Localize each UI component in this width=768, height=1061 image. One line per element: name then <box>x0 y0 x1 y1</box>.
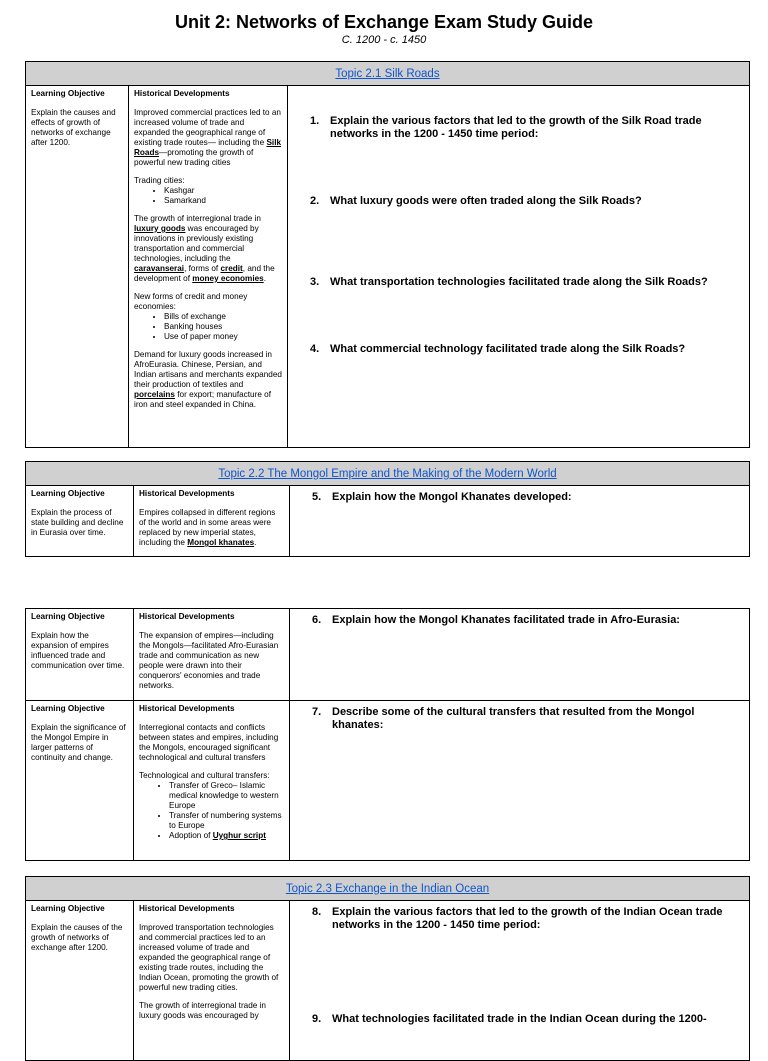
topic-2-1-link[interactable]: Topic 2.1 Silk Roads <box>335 67 440 80</box>
keyword-porcelains: porcelains <box>134 390 175 399</box>
dev-paragraph: Demand for luxury goods increased in AfroEurasia. Chinese, Persian, and Indian artisans and merchants expanded their production of textiles and porcelains for export; manufacture of iron and steel expanded in China. <box>134 350 282 409</box>
list-item: • Kashgar <box>164 186 282 196</box>
learning-objective-cell <box>26 86 129 448</box>
questions-cell[interactable] <box>288 86 750 448</box>
historical-developments-cell: Historical Developments Empires collapsed in different regions of the world and in some areas were replaced by new imperial states, including the Mongol khanates. <box>134 486 290 557</box>
learning-objective-label: Learning Objective <box>31 704 105 713</box>
question-5: 5. Explain how the Mongol Khanates developed: <box>312 491 572 503</box>
learning-objective-cell <box>26 486 134 557</box>
list-item: • Use of paper money <box>164 332 282 342</box>
learning-objective-cell <box>26 609 134 701</box>
credit-list <box>134 312 282 342</box>
learning-objective-text: Explain the significance of the Mongol Empire in larger patterns of continuity and change. <box>31 723 126 762</box>
question-1: 1. Explain the various factors that led to the growth of the Silk Road trade networks in the 1200 - 1450 time period: <box>310 115 702 140</box>
questions-cell[interactable] <box>290 901 750 1061</box>
learning-objective-cell <box>26 901 134 1061</box>
topic-2-1-table <box>25 61 750 448</box>
learning-objective-label: Learning Objective <box>31 612 105 621</box>
learning-objective-text: Explain the process of state building and decline in Eurasia over time. <box>31 508 124 537</box>
historical-developments-cell: Historical Developments The expansion of empires—including the Mongols—facilitated Afro-Eurasian trade and communication as new people were drawn into their conquerors' economies and trade networks. <box>134 609 290 701</box>
keyword-credit: credit <box>220 264 243 273</box>
keyword-silk-roads: Silk Roads <box>134 138 282 157</box>
keyword-uyghur-script: Uyghur script <box>212 831 266 840</box>
list-item: • Samarkand <box>164 196 282 206</box>
topic-2-3-header <box>26 877 750 901</box>
transfers-list <box>139 781 284 841</box>
keyword-mongol-khanates: Mongol khanates <box>187 538 255 547</box>
question-3: 3. What transportation technologies facilitated trade along the Silk Roads? <box>310 276 708 288</box>
keyword-caravanserai: caravanserai <box>134 264 185 273</box>
topic-2-2-link[interactable]: Topic 2.2 The Mongol Empire and the Making of the Modern World <box>218 467 557 480</box>
list-item: • Banking houses <box>164 322 282 332</box>
question-8: 8. Explain the various factors that led to the growth of the Indian Ocean trade networks in the 1200 - 1450 time period: <box>312 906 723 931</box>
topic-2-3-link[interactable]: Topic 2.3 Exchange in the Indian Ocean <box>285 882 490 895</box>
historical-developments-label: Historical Developments <box>139 704 235 713</box>
question-9: 9. What technologies facilitated trade in the Indian Ocean during the 1200- <box>312 1013 707 1025</box>
historical-developments-label: Historical Developments <box>139 612 235 621</box>
list-item: • Adoption of Uyghur script <box>169 831 284 841</box>
questions-cell[interactable] <box>290 486 750 557</box>
dev-paragraph: The growth of interregional trade in luxury goods was encouraged by innovations in previously existing transportation and commercial technologies, including the caravanserai, forms of credit, and the development of money economies. <box>134 214 275 283</box>
historical-developments-cell <box>134 701 290 861</box>
question-6: 6. Explain how the Mongol Khanates facilitated trade in Afro-Eurasia: <box>312 614 680 626</box>
historical-developments-label: Historical Developments <box>139 489 235 498</box>
list-item: • Transfer of Greco– Islamic medical knowledge to western Europe <box>169 781 284 811</box>
topic-2-2-continued-table <box>25 608 750 861</box>
trading-cities-list <box>134 186 282 206</box>
dev-paragraph: Improved commercial practices led to an increased volume of trade and expanded the geographical range of existing trade routes— including the Silk Roads—promoting the growth of powerful new trading cities <box>134 108 282 167</box>
topic-2-2-table <box>25 461 750 557</box>
historical-developments-label: Historical Developments <box>134 89 230 98</box>
question-7: 7. Describe some of the cultural transfers that resulted from the Mongol khanates: <box>312 706 695 731</box>
trading-cities-label: Trading cities: <box>134 176 185 185</box>
historical-developments-cell <box>129 86 288 448</box>
topic-2-3-table <box>25 876 750 1061</box>
question-2: 2. What luxury goods were often traded along the Silk Roads? <box>310 195 642 207</box>
transfers-label: Technological and cultural transfers: <box>139 771 270 780</box>
dev-paragraph: Improved transportation technologies and commercial practices led to an increased volume of trade and expanded the geographical range of existing trade routes, including the Indian Ocean, promoting the growth of powerful new trading cities. <box>139 923 279 992</box>
page-title: Unit 2: Networks of Exchange Exam Study Guide <box>174 12 594 32</box>
learning-objective-label: Learning Objective <box>31 89 105 98</box>
dev-paragraph: Interregional contacts and conflicts between states and empires, including the Mongols, encouraged significant technological and cultural transfers <box>139 723 279 762</box>
topic-2-1-header <box>26 62 750 86</box>
list-item: • Bills of exchange <box>164 312 282 322</box>
learning-objective-label: Learning Objective <box>31 904 105 913</box>
keyword-luxury-goods: luxury goods <box>134 224 186 233</box>
learning-objective-text: Explain the causes and effects of growth of networks of exchange after 1200. <box>31 108 116 147</box>
questions-cell[interactable] <box>290 609 750 701</box>
list-item: • Transfer of numbering systems to Europe <box>169 811 284 831</box>
credit-label: New forms of credit and money economies: <box>134 292 248 311</box>
learning-objective-cell <box>26 701 134 861</box>
learning-objective-label: Learning Objective <box>31 489 105 498</box>
dev-paragraph: The growth of interregional trade in luxury goods was encouraged by <box>139 1001 266 1020</box>
historical-developments-cell <box>134 901 290 1061</box>
keyword-money-economies: money economies <box>192 274 264 283</box>
learning-objective-text: Explain how the expansion of empires influenced trade and communication over time. <box>31 631 125 670</box>
topic-2-2-header <box>26 462 750 486</box>
learning-objective-text: Explain the causes of the growth of networks of exchange after 1200. <box>31 923 123 952</box>
page-subtitle: C. 1200 - c. 1450 <box>341 34 427 46</box>
questions-cell[interactable] <box>290 701 750 861</box>
question-4: 4. What commercial technology facilitated trade along the Silk Roads? <box>310 343 686 355</box>
historical-developments-label: Historical Developments <box>139 904 235 913</box>
